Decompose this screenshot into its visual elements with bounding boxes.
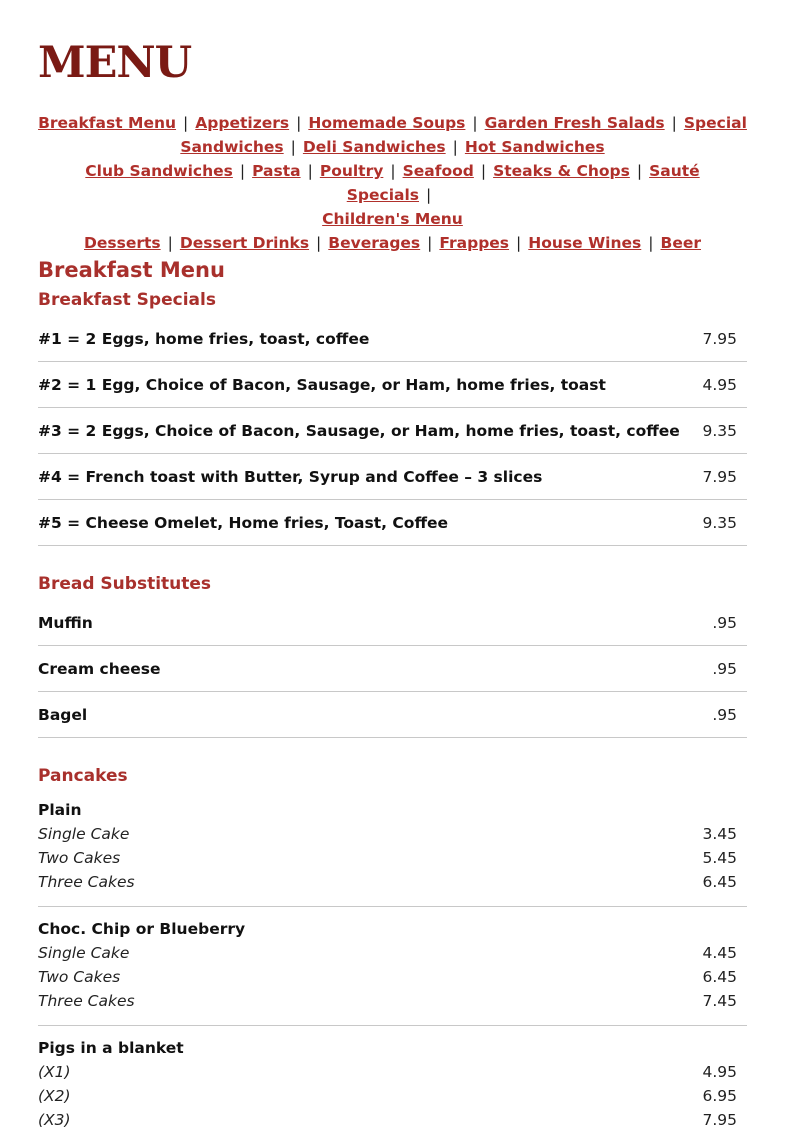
nav-link[interactable]: Beverages: [328, 234, 421, 252]
nav-row: [38, 207, 747, 231]
nav-separator: |: [307, 162, 313, 180]
nav-link[interactable]: Seafood: [402, 162, 474, 180]
option-label: (X2): [38, 1087, 71, 1105]
option-label: Two Cakes: [38, 849, 121, 867]
item-price: 9.35: [702, 421, 737, 440]
item-price: 9.35: [702, 513, 737, 532]
nav-row: [38, 111, 747, 135]
category-nav: [38, 111, 747, 255]
group-name: Plain: [38, 801, 82, 819]
pancake-group: [38, 788, 747, 907]
nav-link[interactable]: Steaks & Chops: [493, 162, 630, 180]
nav-separator: |: [239, 162, 246, 180]
section-title: Breakfast Menu: [38, 258, 225, 282]
item-name: #2 = 1 Egg, Choice of Bacon, Sausage, or Ham, home fries, toast: [38, 375, 606, 394]
specials-list: [38, 316, 747, 546]
option-price: 5.45: [702, 849, 737, 867]
pancakes-list: [38, 788, 747, 1144]
option-line: [38, 846, 747, 870]
item-name: #5 = Cheese Omelet, Home fries, Toast, Coffee: [38, 513, 449, 532]
option-line: [38, 989, 747, 1013]
menu-item-row: [38, 692, 747, 738]
option-line: [38, 1060, 747, 1084]
menu-item-row: [38, 454, 747, 500]
option-line: [38, 941, 747, 965]
item-price: .95: [712, 659, 737, 678]
nav-separator: |: [183, 114, 189, 132]
nav-separator: |: [671, 114, 677, 132]
nav-separator: |: [296, 114, 302, 132]
option-price: 6.45: [702, 873, 737, 891]
nav-link[interactable]: House Wines: [528, 234, 642, 252]
nav-link[interactable]: Deli Sandwiches: [302, 138, 446, 156]
nav-link[interactable]: Sauté Specials: [346, 162, 700, 204]
option-price: 7.95: [702, 1111, 737, 1129]
bread-list: [38, 600, 747, 738]
item-name: #1 = 2 Eggs, home fries, toast, coffee: [38, 329, 370, 348]
page-title: MENU: [38, 38, 192, 88]
menu-item-row: [38, 600, 747, 646]
nav-separator: |: [472, 114, 478, 132]
group-name: Choc. Chip or Blueberry: [38, 920, 246, 938]
nav-link[interactable]: Appetizers: [195, 114, 290, 132]
item-name: #3 = 2 Eggs, Choice of Bacon, Sausage, or Ham, home fries, toast, coffee: [38, 421, 680, 440]
menu-item-row: [38, 316, 747, 362]
nav-link[interactable]: Beer: [660, 234, 701, 252]
item-name: Bagel: [38, 705, 88, 724]
nav-row: [38, 159, 747, 207]
nav-row: [38, 231, 747, 255]
specials-title: Breakfast Specials: [38, 290, 216, 310]
option-label: Two Cakes: [38, 968, 121, 986]
option-label: Three Cakes: [38, 992, 135, 1010]
item-price: 7.95: [702, 329, 737, 348]
option-price: 7.45: [702, 992, 737, 1010]
nav-separator: |: [426, 186, 432, 204]
nav-link[interactable]: Dessert Drinks: [179, 234, 310, 252]
nav-separator: |: [316, 234, 322, 252]
item-price: 7.95: [702, 467, 737, 486]
nav-separator: |: [390, 162, 396, 180]
nav-link[interactable]: Desserts: [84, 234, 161, 252]
option-price: 3.45: [702, 825, 737, 843]
nav-separator: |: [516, 234, 522, 252]
item-price: 4.95: [702, 375, 737, 394]
menu-item-row: [38, 408, 747, 454]
nav-separator: |: [452, 138, 458, 156]
nav-separator: |: [290, 138, 296, 156]
option-label: Single Cake: [38, 825, 130, 843]
menu-item-row: [38, 500, 747, 546]
nav-separator: |: [636, 162, 643, 180]
item-name: Muffin: [38, 613, 93, 632]
nav-separator: |: [480, 162, 487, 180]
item-price: .95: [712, 613, 737, 632]
nav-link[interactable]: Garden Fresh Salads: [484, 114, 665, 132]
nav-link[interactable]: Pasta: [252, 162, 301, 180]
nav-link[interactable]: Breakfast Menu: [38, 114, 177, 132]
nav-link[interactable]: Frappes: [439, 234, 510, 252]
group-name: Pigs in a blanket: [38, 1039, 184, 1057]
option-label: Three Cakes: [38, 873, 135, 891]
option-line: [38, 965, 747, 989]
option-label: (X1): [38, 1063, 71, 1081]
nav-separator: |: [648, 234, 654, 252]
menu-content: [38, 256, 747, 1144]
option-label: Single Cake: [38, 944, 130, 962]
nav-separator: |: [427, 234, 433, 252]
pancake-group: [38, 907, 747, 1026]
nav-link[interactable]: Club Sandwiches: [85, 162, 233, 180]
option-price: 6.45: [702, 968, 737, 986]
option-line: [38, 822, 747, 846]
item-name: Cream cheese: [38, 659, 161, 678]
pancake-group: [38, 1026, 747, 1144]
nav-link[interactable]: Homemade Soups: [308, 114, 466, 132]
option-line: [38, 870, 747, 894]
option-line: [38, 1108, 747, 1132]
menu-item-row: [38, 646, 747, 692]
nav-link[interactable]: Sandwiches: [180, 138, 284, 156]
nav-link[interactable]: Special: [683, 114, 747, 132]
option-line: [38, 1084, 747, 1108]
option-price: 4.95: [702, 1063, 737, 1081]
nav-separator: |: [167, 234, 173, 252]
nav-link[interactable]: Poultry: [319, 162, 384, 180]
item-name: #4 = French toast with Butter, Syrup and Coffee – 3 slices: [38, 467, 543, 486]
nav-link[interactable]: Hot Sandwiches: [464, 138, 605, 156]
bread-title: Bread Substitutes: [38, 574, 212, 594]
option-price: 6.95: [702, 1087, 737, 1105]
option-label: (X3): [38, 1111, 71, 1129]
pancakes-title: Pancakes: [38, 766, 128, 786]
menu-item-row: [38, 362, 747, 408]
nav-row: [38, 135, 747, 159]
item-price: .95: [712, 705, 737, 724]
option-price: 4.45: [702, 944, 737, 962]
nav-link[interactable]: Children's Menu: [322, 210, 463, 228]
